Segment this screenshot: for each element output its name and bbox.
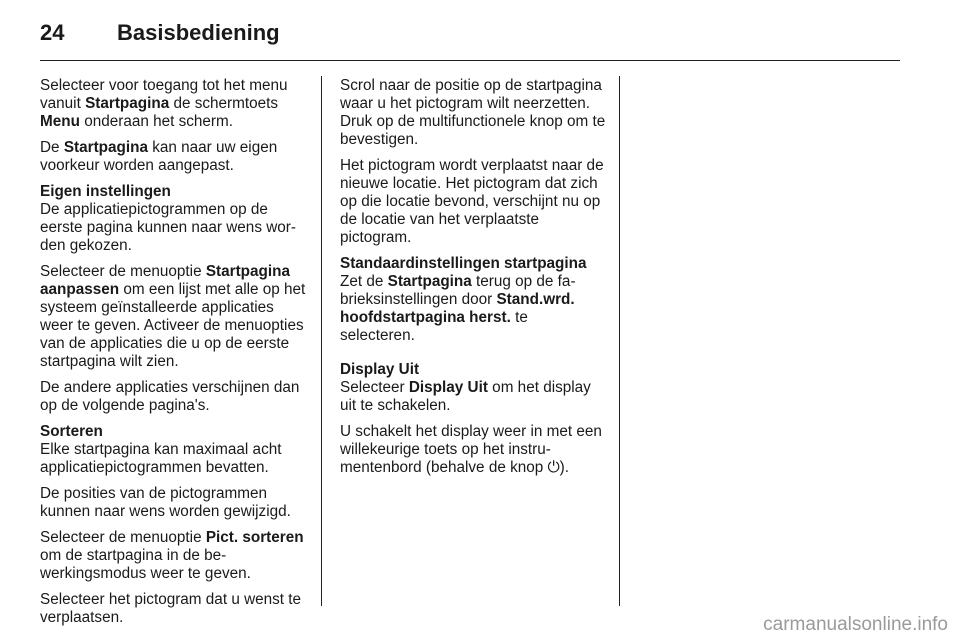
subheading-sorteren: Sorteren <box>40 423 103 440</box>
paragraph: De andere applicaties verschijnen dan op de volgende pagina's. <box>40 379 300 414</box>
subheading-eigen-instellingen: Eigen instellingen <box>40 183 171 200</box>
paragraph: Selecteer Display Uit om het display uit te schakelen. <box>340 379 591 414</box>
paragraph: Selecteer de menuoptie Pict. sorteren om de startpagina in de bewerkingsmodus weer te geven. <box>40 529 304 582</box>
paragraph: Selecteer de menuoptie Startpagina aanpassen om een lijst met alle op het systeem geïnstalleerde applicaties weer te geven. Activeer de menuopties van de applicaties die u op de eerste startpagina wilt zien. <box>40 263 306 370</box>
column-divider <box>321 76 322 606</box>
header-divider <box>40 60 900 61</box>
page-number: 24 <box>40 20 65 45</box>
column-divider <box>619 76 620 606</box>
column-middle <box>340 77 606 485</box>
power-icon: ⏻ <box>547 459 560 476</box>
column-left <box>40 77 308 635</box>
paragraph: De Startpagina kan naar uw eigen voorkeur worden aangepast. <box>40 139 278 174</box>
paragraph: Selecteer het pictogram dat u wenst te verplaatsen. <box>40 591 302 626</box>
paragraph: Zet de Startpagina terug op de fabrieksinstellingen door Stand.wrd. hoofdstartpagina herst. te selecteren. <box>340 273 576 344</box>
paragraph: De posities van de pictogrammen kunnen naar wens worden gewijzigd. <box>40 485 291 520</box>
paragraph: Het pictogram wordt verplaatst naar de nieuwe locatie. Het pictogram dat zich op die locatie bevond, verschijnt nu op de locatie van het verplaatste pictogram. <box>340 157 604 246</box>
paragraph: Elke startpagina kan maximaal acht applicatiepictogrammen bevatten. <box>40 441 282 476</box>
subheading-standaardinstellingen: Standaardinstellingen startpagina <box>340 255 587 272</box>
subheading-display-uit: Display Uit <box>340 361 420 378</box>
paragraph: Selecteer voor toegang tot het menu vanuit Startpagina de schermtoets Menu onderaan het scherm. <box>40 77 288 130</box>
watermark: carmanualsonline.info <box>763 614 948 635</box>
paragraph: Scrol naar de positie op de startpagina waar u het pictogram wilt neerzetten. Druk op de multifunctionele knop om te bevestigen. <box>340 77 606 148</box>
paragraph: U schakelt het display weer in met een willekeurige toets op het instrumentenbord (behalve de knop ⏻). <box>340 423 602 476</box>
section-title: Basisbediening <box>117 20 280 45</box>
paragraph: De applicatiepictogrammen op de eerste pagina kunnen naar wens worden gekozen. <box>40 201 296 254</box>
